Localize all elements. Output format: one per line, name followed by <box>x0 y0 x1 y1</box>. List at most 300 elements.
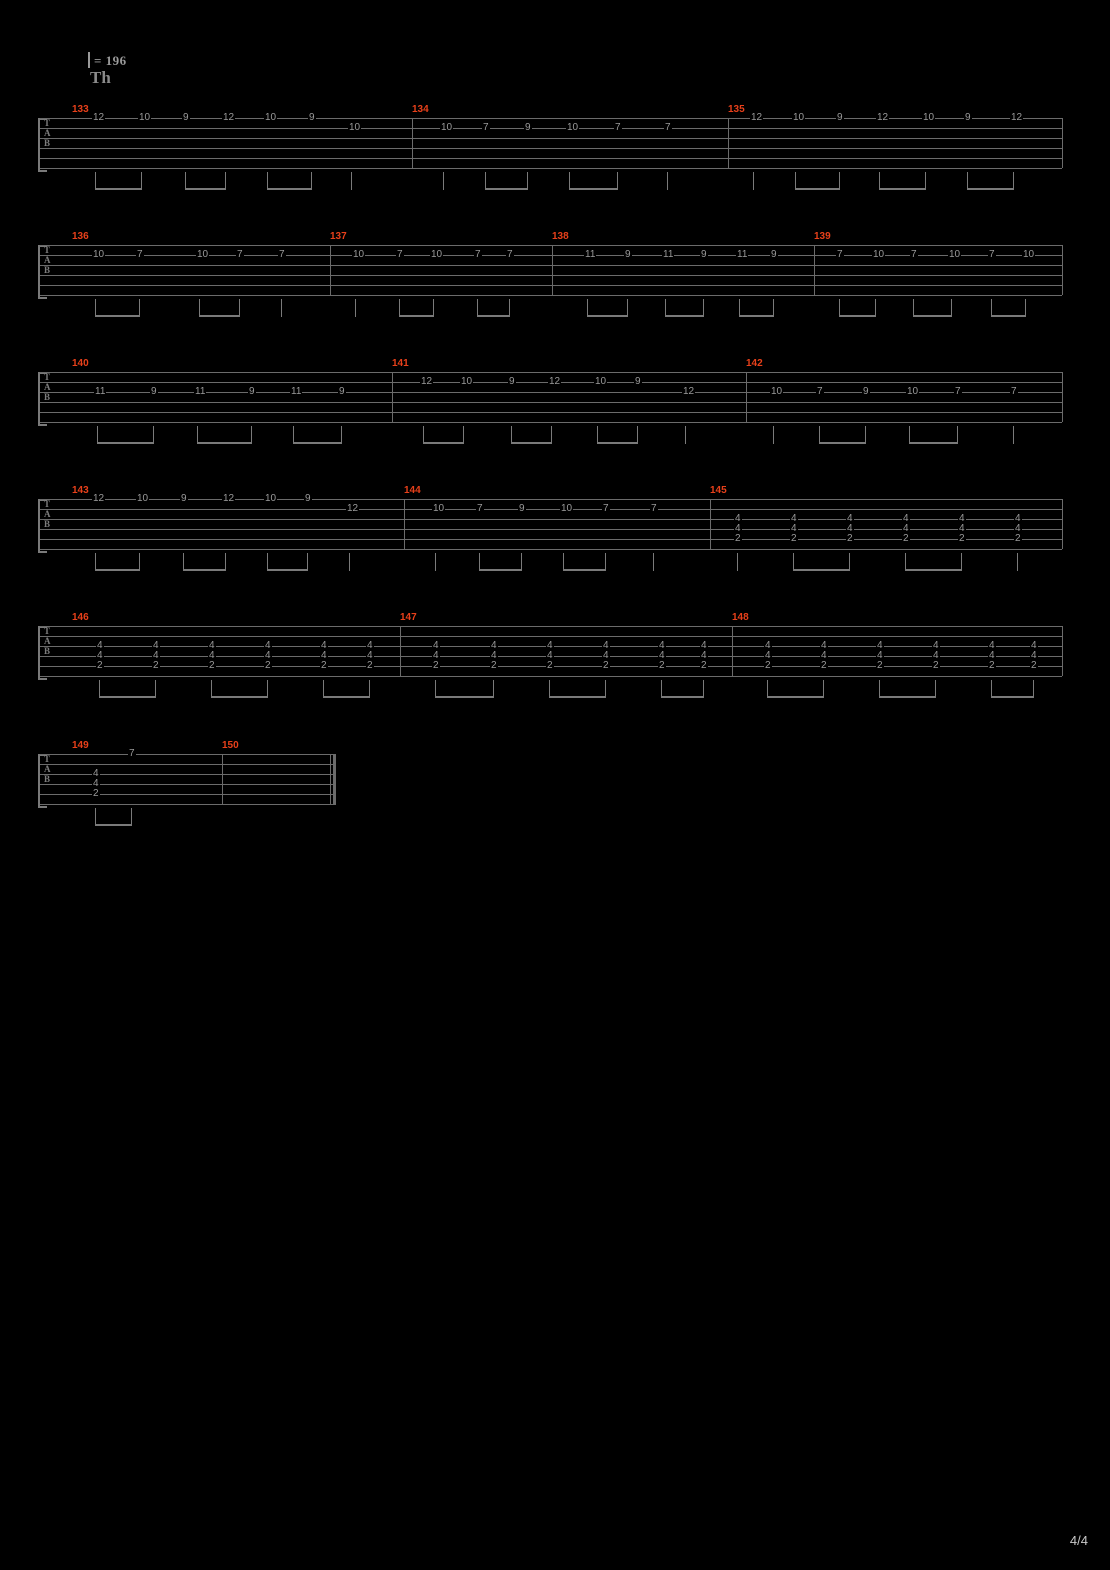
measure-number: 140 <box>72 358 89 369</box>
tab-note: 7 <box>483 122 489 133</box>
tab-note: 7 <box>651 503 657 514</box>
tab-chord-note: 4 <box>735 513 741 524</box>
tab-clef: T A B <box>44 754 51 784</box>
tab-note: 10 <box>197 249 209 260</box>
beam <box>795 188 839 190</box>
note-stem <box>267 680 268 698</box>
beam <box>199 315 239 317</box>
note-stem <box>251 426 252 444</box>
end-barline-thick <box>333 754 336 804</box>
measure-number: 138 <box>552 231 569 242</box>
tab-note: 7 <box>817 386 823 397</box>
tab-note: 9 <box>509 376 515 387</box>
tab-note: 11 <box>737 249 748 260</box>
beam <box>435 696 493 698</box>
tab-clef-label: Th <box>90 68 111 87</box>
note-stem <box>225 553 226 571</box>
tab-note: 10 <box>349 122 361 133</box>
tab-note: 10 <box>561 503 573 514</box>
tab-chord-note: 4 <box>547 640 553 651</box>
staff-line <box>40 804 336 805</box>
tab-note: 9 <box>965 112 971 123</box>
staff-line <box>40 255 1062 256</box>
beam <box>661 696 703 698</box>
barline <box>392 372 393 422</box>
tab-note: 7 <box>1011 386 1017 397</box>
tab-note: 12 <box>223 112 235 123</box>
tab-chord-note: 4 <box>209 650 215 661</box>
measure-number: 141 <box>392 358 409 369</box>
tab-note: 9 <box>525 122 531 133</box>
note-stem <box>131 808 132 826</box>
barline <box>552 245 553 295</box>
tab-chord-note: 4 <box>765 640 771 651</box>
staff-line <box>40 275 1062 276</box>
note-stem <box>703 680 704 698</box>
note-stem <box>433 299 434 317</box>
note-stem <box>1017 553 1018 571</box>
staff-line <box>40 412 1062 413</box>
barline <box>400 626 401 676</box>
beam <box>477 315 509 317</box>
note-stem <box>349 553 350 571</box>
beam <box>211 696 267 698</box>
tab-chord-note: 2 <box>735 533 741 544</box>
measure-number: 144 <box>404 485 421 496</box>
tab-note: 4 <box>93 768 99 779</box>
tab-note: 10 <box>431 249 443 260</box>
measure-number: 150 <box>222 740 239 751</box>
beam <box>839 315 875 317</box>
beam <box>879 188 925 190</box>
note-stem <box>307 553 308 571</box>
tab-note: 10 <box>137 493 149 504</box>
staff-line <box>40 138 1062 139</box>
beam <box>587 315 627 317</box>
note-stem <box>141 172 142 190</box>
tab-note: 10 <box>461 376 473 387</box>
measure-number: 139 <box>814 231 831 242</box>
tab-note: 12 <box>347 503 359 514</box>
note-stem <box>155 680 156 698</box>
tab-note: 12 <box>93 493 105 504</box>
note-stem <box>239 299 240 317</box>
staff-line <box>40 676 1062 677</box>
tab-chord-note: 2 <box>933 660 939 671</box>
tab-chord-note: 4 <box>877 640 883 651</box>
beam <box>267 188 311 190</box>
beam <box>913 315 951 317</box>
beam <box>485 188 527 190</box>
note-stem <box>667 172 668 190</box>
note-stem <box>463 426 464 444</box>
tab-clef: T A B <box>44 626 51 656</box>
tab-note: 10 <box>595 376 607 387</box>
tab-chord-note: 4 <box>847 513 853 524</box>
barline <box>330 245 331 295</box>
note-stem <box>961 553 962 571</box>
tab-chord-note: 4 <box>821 650 827 661</box>
tab-chord-note: 4 <box>1015 513 1021 524</box>
note-stem <box>225 172 226 190</box>
staff-line <box>40 499 1062 500</box>
tab-chord-note: 2 <box>265 660 271 671</box>
tab-chord-note: 4 <box>97 650 103 661</box>
beam <box>767 696 823 698</box>
tab-note: 12 <box>1011 112 1023 123</box>
note-stem <box>341 426 342 444</box>
tab-chord-note: 2 <box>659 660 665 671</box>
tab-chord-note: 4 <box>1031 650 1037 661</box>
tab-chord-note: 4 <box>659 650 665 661</box>
tab-chord-note: 2 <box>821 660 827 671</box>
tempo-value: = 196 <box>94 53 127 68</box>
tab-note: 10 <box>567 122 579 133</box>
staff-line <box>40 636 1062 637</box>
tab-chord-note: 2 <box>903 533 909 544</box>
tab-chord-note: 4 <box>547 650 553 661</box>
tab-chord-note: 4 <box>701 640 707 651</box>
measure-number: 142 <box>746 358 763 369</box>
beam <box>185 188 225 190</box>
note-stem <box>653 553 654 571</box>
tab-note: 7 <box>137 249 143 260</box>
tab-chord-note: 4 <box>1015 523 1021 534</box>
tab-chord-note: 4 <box>1031 640 1037 651</box>
measure-number: 149 <box>72 740 89 751</box>
beam <box>97 442 153 444</box>
tab-note: 11 <box>585 249 596 260</box>
barline <box>814 245 815 295</box>
quarter-note-icon <box>88 52 90 68</box>
barline <box>1062 499 1063 549</box>
beam <box>399 315 433 317</box>
tab-note: 9 <box>181 493 187 504</box>
measure-number: 146 <box>72 612 89 623</box>
tab-clef: T A B <box>44 372 51 402</box>
note-stem <box>1025 299 1026 317</box>
beam <box>423 442 463 444</box>
tab-note: 12 <box>751 112 763 123</box>
tab-note: 10 <box>353 249 365 260</box>
barline <box>1062 372 1063 422</box>
tab-note: 10 <box>139 112 151 123</box>
beam <box>95 315 139 317</box>
tab-note: 7 <box>911 249 917 260</box>
barline <box>732 626 733 676</box>
tab-clef: T A B <box>44 499 51 529</box>
tab-chord-note: 2 <box>433 660 439 671</box>
tab-chord-note: 4 <box>959 513 965 524</box>
note-stem <box>773 299 774 317</box>
note-stem <box>865 426 866 444</box>
tab-chord-note: 4 <box>933 640 939 651</box>
measure-number: 133 <box>72 104 89 115</box>
tab-note: 10 <box>433 503 445 514</box>
barline <box>746 372 747 422</box>
measure-number: 134 <box>412 104 429 115</box>
note-stem <box>605 553 606 571</box>
tab-chord-note: 4 <box>989 640 995 651</box>
tab-note: 7 <box>837 249 843 260</box>
tab-note: 10 <box>949 249 961 260</box>
tab-chord-note: 2 <box>1031 660 1037 671</box>
note-stem <box>527 172 528 190</box>
note-stem <box>773 426 774 444</box>
beam <box>739 315 773 317</box>
tab-chord-note: 4 <box>367 640 373 651</box>
beam <box>99 696 155 698</box>
staff-line <box>40 402 1062 403</box>
beam <box>967 188 1013 190</box>
beam <box>793 569 849 571</box>
tab-chord-note: 4 <box>367 650 373 661</box>
beam <box>991 315 1025 317</box>
note-stem <box>737 553 738 571</box>
tab-chord-note: 4 <box>265 640 271 651</box>
barline <box>404 499 405 549</box>
tab-chord-note: 4 <box>933 650 939 661</box>
tab-note: 2 <box>93 788 99 799</box>
measure-number: 148 <box>732 612 749 623</box>
tab-chord-note: 2 <box>765 660 771 671</box>
note-stem <box>153 426 154 444</box>
tab-note: 7 <box>615 122 621 133</box>
tab-note: 10 <box>771 386 783 397</box>
staff-line <box>40 626 1062 627</box>
beam <box>479 569 521 571</box>
tempo-marking <box>88 52 127 69</box>
tab-chord-note: 4 <box>97 640 103 651</box>
note-stem <box>617 172 618 190</box>
tab-chord-note: 2 <box>153 660 159 671</box>
tab-note: 9 <box>183 112 189 123</box>
note-stem <box>823 680 824 698</box>
beam <box>879 696 935 698</box>
barline <box>1062 245 1063 295</box>
tab-chord-note: 4 <box>847 523 853 534</box>
tab-chord-note: 4 <box>321 650 327 661</box>
tab-chord-note: 4 <box>903 513 909 524</box>
tab-note: 10 <box>1023 249 1035 260</box>
beam <box>511 442 551 444</box>
tab-chord-note: 2 <box>547 660 553 671</box>
tab-note: 11 <box>95 386 106 397</box>
tab-note: 10 <box>793 112 805 123</box>
staff-line <box>40 295 1062 296</box>
tab-note: 12 <box>421 376 433 387</box>
tab-note: 10 <box>923 112 935 123</box>
tab-note: 9 <box>151 386 157 397</box>
tab-note: 9 <box>339 386 345 397</box>
note-stem <box>1033 680 1034 698</box>
tab-chord-note: 4 <box>791 513 797 524</box>
staff-line <box>40 285 1062 286</box>
staff-line <box>40 422 1062 423</box>
tab-note: 11 <box>195 386 206 397</box>
tab-chord-note: 2 <box>209 660 215 671</box>
tab-chord-note: 2 <box>989 660 995 671</box>
tab-clef: T A B <box>44 118 51 148</box>
beam <box>267 569 307 571</box>
tab-chord-note: 4 <box>821 640 827 651</box>
barline <box>728 118 729 168</box>
tab-chord-note: 4 <box>491 640 497 651</box>
staff-line <box>40 794 336 795</box>
tab-note: 7 <box>279 249 285 260</box>
tab-note: 7 <box>603 503 609 514</box>
barline <box>412 118 413 168</box>
note-stem <box>951 299 952 317</box>
tab-chord-note: 4 <box>903 523 909 534</box>
tab-chord-note: 4 <box>959 523 965 534</box>
note-stem <box>925 172 926 190</box>
tab-chord-note: 4 <box>735 523 741 534</box>
beam <box>563 569 605 571</box>
tab-chord-note: 2 <box>959 533 965 544</box>
staff-line <box>40 784 336 785</box>
tab-chord-note: 4 <box>491 650 497 661</box>
tab-chord-note: 2 <box>791 533 797 544</box>
tab-note: 9 <box>863 386 869 397</box>
page-number: 4/4 <box>1069 1533 1088 1548</box>
staff-line <box>40 774 336 775</box>
note-stem <box>351 172 352 190</box>
barline <box>1062 118 1063 168</box>
note-stem <box>369 680 370 698</box>
tab-note: 12 <box>683 386 695 397</box>
barline <box>222 754 223 804</box>
note-stem <box>139 299 140 317</box>
staff-line <box>40 764 336 765</box>
note-stem <box>839 172 840 190</box>
note-stem <box>435 553 436 571</box>
note-stem <box>605 680 606 698</box>
staff-line <box>40 549 1062 550</box>
note-stem <box>849 553 850 571</box>
note-stem <box>509 299 510 317</box>
tab-chord-note: 4 <box>433 650 439 661</box>
tab-note: 4 <box>93 778 99 789</box>
note-stem <box>355 299 356 317</box>
measure-number: 143 <box>72 485 89 496</box>
note-stem <box>1013 426 1014 444</box>
beam <box>197 442 251 444</box>
beam <box>991 696 1033 698</box>
tab-note: 12 <box>223 493 235 504</box>
tab-chord-note: 2 <box>603 660 609 671</box>
beam <box>95 569 139 571</box>
tab-note: 11 <box>291 386 302 397</box>
beam <box>597 442 637 444</box>
beam <box>665 315 703 317</box>
beam <box>549 696 605 698</box>
tab-note: 12 <box>549 376 561 387</box>
tab-note: 10 <box>441 122 453 133</box>
tab-note: 7 <box>397 249 403 260</box>
note-stem <box>493 680 494 698</box>
measure-number: 137 <box>330 231 347 242</box>
tab-note: 10 <box>93 249 105 260</box>
note-stem <box>685 426 686 444</box>
tab-chord-note: 2 <box>877 660 883 671</box>
tab-chord-note: 4 <box>433 640 439 651</box>
tab-note: 9 <box>249 386 255 397</box>
staff-line <box>40 128 1062 129</box>
measure-number: 145 <box>710 485 727 496</box>
tab-chord-note: 4 <box>701 650 707 661</box>
beam <box>95 824 131 826</box>
staff-line <box>40 372 1062 373</box>
tab-clef: T A B <box>44 245 51 275</box>
beam <box>95 188 141 190</box>
measure-number: 136 <box>72 231 89 242</box>
staff-line <box>40 148 1062 149</box>
tab-chord-note: 4 <box>153 640 159 651</box>
tab-chord-note: 4 <box>791 523 797 534</box>
tab-note: 7 <box>129 748 135 759</box>
tab-note: 7 <box>237 249 243 260</box>
tab-chord-note: 2 <box>701 660 707 671</box>
tab-note: 10 <box>265 112 277 123</box>
tab-note: 10 <box>873 249 885 260</box>
beam <box>323 696 369 698</box>
beam <box>909 442 957 444</box>
end-barline-thin <box>330 754 331 804</box>
tab-note: 9 <box>309 112 315 123</box>
note-stem <box>875 299 876 317</box>
tab-chord-note: 4 <box>603 640 609 651</box>
tab-note: 7 <box>507 249 513 260</box>
barline <box>1062 626 1063 676</box>
note-stem <box>443 172 444 190</box>
note-stem <box>1013 172 1014 190</box>
note-stem <box>139 553 140 571</box>
barline <box>710 499 711 549</box>
tab-chord-note: 4 <box>603 650 609 661</box>
beam <box>183 569 225 571</box>
tab-note: 9 <box>837 112 843 123</box>
tab-note: 12 <box>93 112 105 123</box>
tab-note: 7 <box>475 249 481 260</box>
tab-note: 12 <box>877 112 889 123</box>
note-stem <box>311 172 312 190</box>
tab-chord-note: 2 <box>97 660 103 671</box>
note-stem <box>521 553 522 571</box>
measure-number: 147 <box>400 612 417 623</box>
tab-note: 7 <box>955 386 961 397</box>
beam <box>569 188 617 190</box>
note-stem <box>627 299 628 317</box>
tab-chord-note: 2 <box>321 660 327 671</box>
tab-chord-note: 4 <box>265 650 271 661</box>
tab-chord-note: 4 <box>321 640 327 651</box>
tab-chord-note: 2 <box>491 660 497 671</box>
tab-note: 9 <box>701 249 707 260</box>
tab-note: 9 <box>771 249 777 260</box>
staff-line <box>40 265 1062 266</box>
staff-line <box>40 168 1062 169</box>
tab-chord-note: 4 <box>765 650 771 661</box>
tab-note: 9 <box>305 493 311 504</box>
tab-note: 9 <box>635 376 641 387</box>
tab-chord-note: 2 <box>367 660 373 671</box>
note-stem <box>637 426 638 444</box>
tab-chord-note: 4 <box>659 640 665 651</box>
measure-number: 135 <box>728 104 745 115</box>
note-stem <box>753 172 754 190</box>
tab-note: 10 <box>265 493 277 504</box>
